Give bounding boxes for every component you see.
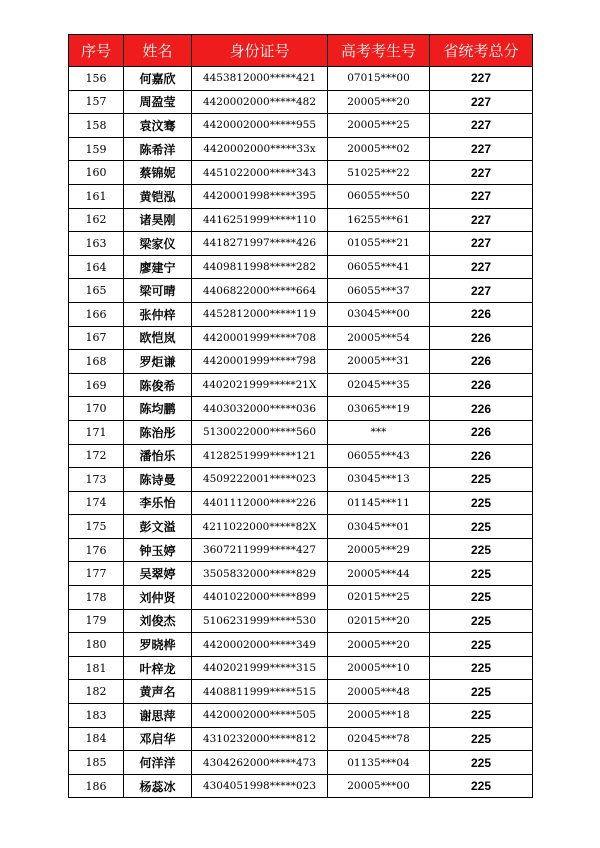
cell-exam-number: 20005***10 bbox=[328, 656, 430, 680]
cell-name: 陈俊希 bbox=[124, 373, 192, 397]
table-row bbox=[69, 67, 533, 91]
cell-exam-number: 20005***20 bbox=[328, 633, 430, 657]
table-row bbox=[69, 562, 533, 586]
cell-id-number: 4420002000*****955 bbox=[192, 114, 328, 138]
cell-id-number: 3607211999*****427 bbox=[192, 538, 328, 562]
cell-exam-number: 02045***78 bbox=[328, 727, 430, 751]
cell-exam-number: 01055***21 bbox=[328, 232, 430, 256]
cell-total-score: 225 bbox=[430, 538, 533, 562]
cell-exam-number: 20005***25 bbox=[328, 114, 430, 138]
cell-id-number: 4420002000*****505 bbox=[192, 704, 328, 728]
cell-name: 陈希洋 bbox=[124, 137, 192, 161]
table-row bbox=[69, 680, 533, 704]
cell-id-number: 4310232000*****812 bbox=[192, 727, 328, 751]
table-row bbox=[69, 751, 533, 775]
cell-name: 张仲梓 bbox=[124, 302, 192, 326]
cell-name: 刘俊杰 bbox=[124, 609, 192, 633]
cell-total-score: 225 bbox=[430, 727, 533, 751]
cell-exam-number: 20005***54 bbox=[328, 326, 430, 350]
cell-total-score: 226 bbox=[430, 350, 533, 374]
table-row bbox=[69, 137, 533, 161]
cell-id-number: 4453812000*****421 bbox=[192, 67, 328, 91]
cell-name: 梁家仪 bbox=[124, 232, 192, 256]
cell-seq: 184 bbox=[69, 727, 124, 751]
cell-name: 陈治彤 bbox=[124, 420, 192, 444]
cell-total-score: 225 bbox=[430, 491, 533, 515]
table-row bbox=[69, 491, 533, 515]
cell-total-score: 225 bbox=[430, 680, 533, 704]
cell-seq: 182 bbox=[69, 680, 124, 704]
cell-exam-number: 20005***44 bbox=[328, 562, 430, 586]
cell-exam-number: 16255***61 bbox=[328, 208, 430, 232]
cell-seq: 179 bbox=[69, 609, 124, 633]
table-row bbox=[69, 373, 533, 397]
cell-id-number: 4401022000*****899 bbox=[192, 586, 328, 610]
table-row bbox=[69, 208, 533, 232]
cell-seq: 165 bbox=[69, 279, 124, 303]
table-row bbox=[69, 232, 533, 256]
table-row bbox=[69, 538, 533, 562]
cell-id-number: 4401112000*****226 bbox=[192, 491, 328, 515]
cell-seq: 168 bbox=[69, 350, 124, 374]
cell-id-number: 4420002000*****33x bbox=[192, 137, 328, 161]
cell-total-score: 227 bbox=[430, 90, 533, 114]
cell-id-number: 4416251999*****110 bbox=[192, 208, 328, 232]
cell-seq: 170 bbox=[69, 397, 124, 421]
table-row bbox=[69, 255, 533, 279]
cell-name: 杨蕊冰 bbox=[124, 774, 192, 798]
table-row bbox=[69, 586, 533, 610]
cell-exam-number: 03045***13 bbox=[328, 468, 430, 492]
cell-id-number: 4403032000*****036 bbox=[192, 397, 328, 421]
cell-seq: 178 bbox=[69, 586, 124, 610]
cell-id-number: 5130022000*****560 bbox=[192, 420, 328, 444]
cell-name: 诸昊刚 bbox=[124, 208, 192, 232]
table-row bbox=[69, 326, 533, 350]
header-exam-number: 高考考生号 bbox=[328, 35, 430, 67]
cell-exam-number: 06055***41 bbox=[328, 255, 430, 279]
table-row bbox=[69, 397, 533, 421]
table-row bbox=[69, 444, 533, 468]
cell-total-score: 226 bbox=[430, 420, 533, 444]
cell-total-score: 227 bbox=[430, 137, 533, 161]
table-row bbox=[69, 350, 533, 374]
cell-exam-number: 06055***43 bbox=[328, 444, 430, 468]
cell-name: 黄铠泓 bbox=[124, 184, 192, 208]
table-row bbox=[69, 90, 533, 114]
cell-exam-number: 03065***19 bbox=[328, 397, 430, 421]
cell-id-number: 4509222001*****023 bbox=[192, 468, 328, 492]
cell-total-score: 227 bbox=[430, 67, 533, 91]
cell-name: 何嘉欣 bbox=[124, 67, 192, 91]
cell-id-number: 4402021999*****21X bbox=[192, 373, 328, 397]
table-row bbox=[69, 656, 533, 680]
cell-exam-number: 03045***01 bbox=[328, 515, 430, 539]
cell-exam-number: 20005***02 bbox=[328, 137, 430, 161]
cell-exam-number: 20005***20 bbox=[328, 90, 430, 114]
cell-total-score: 225 bbox=[430, 515, 533, 539]
cell-seq: 174 bbox=[69, 491, 124, 515]
table-row bbox=[69, 774, 533, 798]
table-row bbox=[69, 468, 533, 492]
cell-total-score: 227 bbox=[430, 279, 533, 303]
cell-name: 何洋洋 bbox=[124, 751, 192, 775]
cell-id-number: 4452812000*****119 bbox=[192, 302, 328, 326]
cell-exam-number: 02045***35 bbox=[328, 373, 430, 397]
cell-total-score: 225 bbox=[430, 633, 533, 657]
cell-seq: 185 bbox=[69, 751, 124, 775]
cell-id-number: 4128251999*****121 bbox=[192, 444, 328, 468]
cell-seq: 159 bbox=[69, 137, 124, 161]
cell-seq: 162 bbox=[69, 208, 124, 232]
cell-exam-number: 20005***48 bbox=[328, 680, 430, 704]
table-body bbox=[69, 67, 533, 798]
cell-total-score: 227 bbox=[430, 208, 533, 232]
cell-seq: 173 bbox=[69, 468, 124, 492]
cell-seq: 161 bbox=[69, 184, 124, 208]
cell-total-score: 226 bbox=[430, 326, 533, 350]
cell-name: 叶梓龙 bbox=[124, 656, 192, 680]
cell-total-score: 225 bbox=[430, 468, 533, 492]
cell-name: 陈诗曼 bbox=[124, 468, 192, 492]
cell-exam-number: 20005***29 bbox=[328, 538, 430, 562]
cell-total-score: 227 bbox=[430, 255, 533, 279]
cell-id-number: 4420002000*****349 bbox=[192, 633, 328, 657]
table-row bbox=[69, 302, 533, 326]
cell-id-number: 5106231999*****530 bbox=[192, 609, 328, 633]
cell-exam-number: 02015***20 bbox=[328, 609, 430, 633]
cell-id-number: 4408811999*****515 bbox=[192, 680, 328, 704]
cell-total-score: 225 bbox=[430, 656, 533, 680]
cell-total-score: 227 bbox=[430, 161, 533, 185]
table-row bbox=[69, 184, 533, 208]
cell-name: 彭文溢 bbox=[124, 515, 192, 539]
header-row bbox=[69, 35, 533, 67]
cell-id-number: 4420001998*****395 bbox=[192, 184, 328, 208]
cell-name: 罗晓桦 bbox=[124, 633, 192, 657]
cell-id-number: 4420002000*****482 bbox=[192, 90, 328, 114]
cell-seq: 171 bbox=[69, 420, 124, 444]
cell-total-score: 226 bbox=[430, 373, 533, 397]
cell-total-score: 226 bbox=[430, 397, 533, 421]
cell-name: 谢思萍 bbox=[124, 704, 192, 728]
cell-total-score: 226 bbox=[430, 444, 533, 468]
cell-exam-number: 02015***25 bbox=[328, 586, 430, 610]
cell-name: 潘怡乐 bbox=[124, 444, 192, 468]
cell-id-number: 4420001999*****708 bbox=[192, 326, 328, 350]
cell-seq: 163 bbox=[69, 232, 124, 256]
cell-seq: 167 bbox=[69, 326, 124, 350]
cell-seq: 180 bbox=[69, 633, 124, 657]
cell-seq: 181 bbox=[69, 656, 124, 680]
cell-exam-number: 06055***50 bbox=[328, 184, 430, 208]
cell-total-score: 227 bbox=[430, 232, 533, 256]
cell-id-number: 3505832000*****829 bbox=[192, 562, 328, 586]
cell-id-number: 4451022000*****343 bbox=[192, 161, 328, 185]
cell-name: 蔡锦妮 bbox=[124, 161, 192, 185]
table-row bbox=[69, 727, 533, 751]
cell-exam-number: 01135***04 bbox=[328, 751, 430, 775]
cell-exam-number: 06055***37 bbox=[328, 279, 430, 303]
table-row bbox=[69, 515, 533, 539]
cell-seq: 176 bbox=[69, 538, 124, 562]
cell-name: 欧恺岚 bbox=[124, 326, 192, 350]
cell-seq: 160 bbox=[69, 161, 124, 185]
cell-name: 廖建宁 bbox=[124, 255, 192, 279]
cell-id-number: 4304051998*****023 bbox=[192, 774, 328, 798]
header-seq: 序号 bbox=[69, 35, 124, 67]
cell-id-number: 4418271997*****426 bbox=[192, 232, 328, 256]
cell-total-score: 226 bbox=[430, 302, 533, 326]
cell-total-score: 225 bbox=[430, 562, 533, 586]
cell-seq: 169 bbox=[69, 373, 124, 397]
cell-name: 罗炬谦 bbox=[124, 350, 192, 374]
cell-name: 刘仲贤 bbox=[124, 586, 192, 610]
cell-total-score: 225 bbox=[430, 751, 533, 775]
cell-id-number: 4406822000*****664 bbox=[192, 279, 328, 303]
table-row bbox=[69, 279, 533, 303]
cell-id-number: 4211022000*****82X bbox=[192, 515, 328, 539]
cell-total-score: 227 bbox=[430, 114, 533, 138]
cell-total-score: 225 bbox=[430, 609, 533, 633]
header-total-score: 省统考总分 bbox=[430, 35, 533, 67]
cell-seq: 175 bbox=[69, 515, 124, 539]
cell-name: 梁可晴 bbox=[124, 279, 192, 303]
cell-id-number: 4402021999*****315 bbox=[192, 656, 328, 680]
cell-exam-number: 07015***00 bbox=[328, 67, 430, 91]
cell-seq: 157 bbox=[69, 90, 124, 114]
cell-seq: 186 bbox=[69, 774, 124, 798]
cell-name: 陈均鹏 bbox=[124, 397, 192, 421]
cell-name: 李乐怡 bbox=[124, 491, 192, 515]
cell-seq: 183 bbox=[69, 704, 124, 728]
cell-total-score: 225 bbox=[430, 586, 533, 610]
table-row bbox=[69, 609, 533, 633]
cell-name: 吴翠婷 bbox=[124, 562, 192, 586]
table-row bbox=[69, 161, 533, 185]
cell-id-number: 4409811998*****282 bbox=[192, 255, 328, 279]
cell-id-number: 4420001999*****798 bbox=[192, 350, 328, 374]
table-row bbox=[69, 114, 533, 138]
cell-exam-number: 20005***00 bbox=[328, 774, 430, 798]
cell-exam-number: 51025***22 bbox=[328, 161, 430, 185]
cell-exam-number: 03045***00 bbox=[328, 302, 430, 326]
cell-seq: 172 bbox=[69, 444, 124, 468]
cell-name: 黄声名 bbox=[124, 680, 192, 704]
cell-exam-number: *** bbox=[328, 420, 430, 444]
cell-total-score: 227 bbox=[430, 184, 533, 208]
header-name: 姓名 bbox=[124, 35, 192, 67]
cell-seq: 164 bbox=[69, 255, 124, 279]
cell-seq: 156 bbox=[69, 67, 124, 91]
score-table bbox=[68, 34, 533, 798]
header-id-number: 身份证号 bbox=[192, 35, 328, 67]
table-row bbox=[69, 420, 533, 444]
cell-seq: 177 bbox=[69, 562, 124, 586]
cell-name: 袁汶骞 bbox=[124, 114, 192, 138]
cell-seq: 166 bbox=[69, 302, 124, 326]
cell-name: 钟玉婷 bbox=[124, 538, 192, 562]
cell-exam-number: 01145***11 bbox=[328, 491, 430, 515]
cell-total-score: 225 bbox=[430, 774, 533, 798]
cell-name: 邓启华 bbox=[124, 727, 192, 751]
cell-total-score: 225 bbox=[430, 704, 533, 728]
cell-seq: 158 bbox=[69, 114, 124, 138]
cell-exam-number: 20005***18 bbox=[328, 704, 430, 728]
cell-id-number: 4304262000*****473 bbox=[192, 751, 328, 775]
table-row bbox=[69, 704, 533, 728]
table-row bbox=[69, 633, 533, 657]
cell-name: 周盈莹 bbox=[124, 90, 192, 114]
cell-exam-number: 20005***31 bbox=[328, 350, 430, 374]
